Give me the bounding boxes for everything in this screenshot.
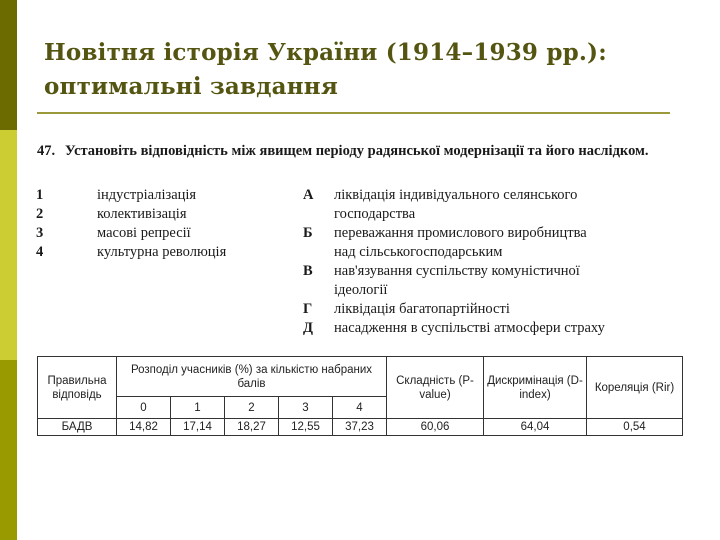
header-correlation: Кореляція (Rir) bbox=[587, 357, 683, 419]
statistics-table bbox=[37, 356, 683, 436]
match-item-number: 2 bbox=[36, 206, 44, 222]
match-item-number: 1 bbox=[36, 187, 44, 203]
decor-bar-light bbox=[0, 130, 17, 360]
cell-discrimination: 64,04 bbox=[484, 419, 587, 436]
title-divider bbox=[37, 112, 670, 114]
cell-dist: 37,23 bbox=[333, 419, 387, 436]
points-header: 4 bbox=[333, 397, 387, 419]
points-header: 2 bbox=[225, 397, 279, 419]
option-letter: Г bbox=[303, 301, 313, 317]
match-item-text: масові репресії bbox=[97, 225, 191, 241]
option-text: переважання промислового виробництва bbox=[334, 225, 587, 241]
cell-answer: БАДВ bbox=[38, 419, 117, 436]
cell-difficulty: 60,06 bbox=[387, 419, 484, 436]
cell-dist: 14,82 bbox=[117, 419, 171, 436]
option-text: насадження в суспільстві атмосфери страху bbox=[334, 320, 605, 336]
match-item-number: 3 bbox=[36, 225, 44, 241]
header-correct-answer: Правильна відповідь bbox=[38, 357, 117, 419]
option-text: нав'язування суспільству комуністичної bbox=[334, 263, 580, 279]
option-text: ліквідація індивідуального селянського bbox=[334, 187, 578, 203]
decor-bar-mid bbox=[0, 360, 17, 540]
match-item-text: культурна революція bbox=[97, 244, 227, 260]
slide-title-line2: оптимальні завдання bbox=[44, 73, 339, 100]
option-text: ліквідація багатопартійності bbox=[334, 301, 510, 317]
points-header: 1 bbox=[171, 397, 225, 419]
option-letter: Б bbox=[303, 225, 313, 241]
match-item-text: індустріалізація bbox=[97, 187, 197, 203]
match-item-number: 4 bbox=[36, 244, 44, 260]
points-header: 0 bbox=[117, 397, 171, 419]
points-header: 3 bbox=[279, 397, 333, 419]
option-text: ідеології bbox=[334, 282, 388, 298]
option-text: господарства bbox=[334, 206, 416, 222]
cell-dist: 12,55 bbox=[279, 419, 333, 436]
slide-title bbox=[44, 36, 607, 104]
match-item-text: колективізація bbox=[97, 206, 187, 222]
header-discrimination: Дискримінація (D-index) bbox=[484, 357, 587, 419]
option-text: над сільськогосподарським bbox=[334, 244, 503, 260]
decor-bar-dark bbox=[0, 0, 17, 130]
option-letter: Д bbox=[303, 320, 313, 336]
cell-dist: 17,14 bbox=[171, 419, 225, 436]
question-number: 47. bbox=[37, 143, 56, 159]
question-stem: Установіть відповідність між явищем періоду радянської модернізації та його наслідком. bbox=[65, 143, 649, 159]
header-distribution: Розподіл учасників (%) за кількістю набраних балів bbox=[117, 357, 387, 397]
header-difficulty: Складність (P-value) bbox=[387, 357, 484, 419]
slide-title-line1: Новітня історія України (1914–1939 рр.): bbox=[44, 39, 607, 66]
cell-dist: 18,27 bbox=[225, 419, 279, 436]
option-letter: В bbox=[303, 263, 313, 279]
option-letter: А bbox=[303, 187, 314, 203]
cell-correlation: 0,54 bbox=[587, 419, 683, 436]
